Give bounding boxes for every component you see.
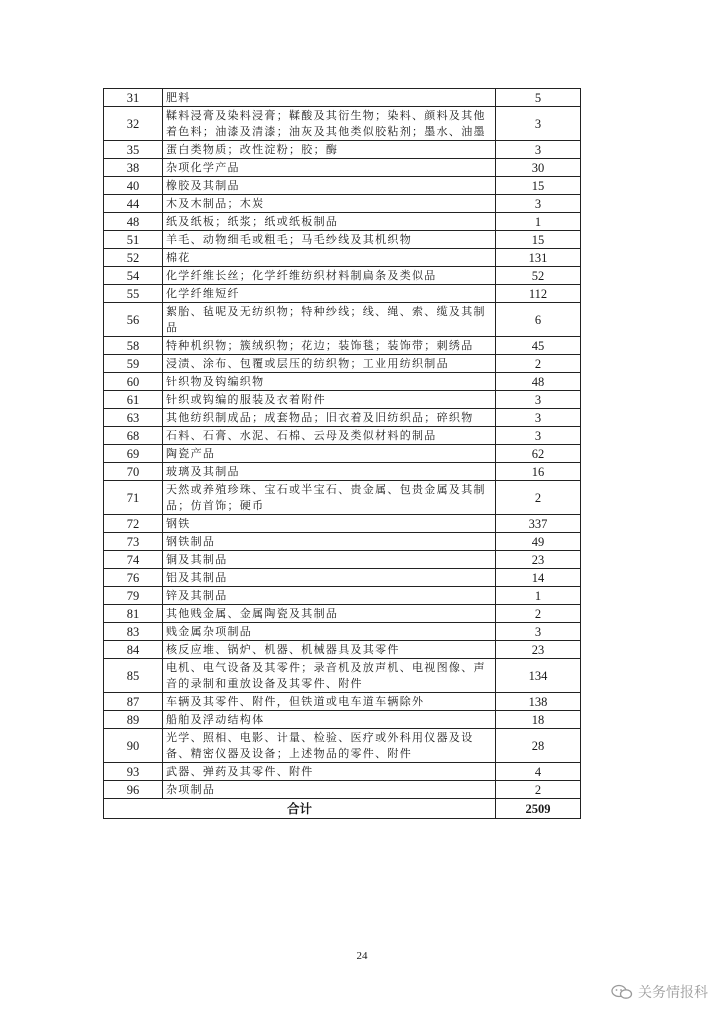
code-cell: 81 [104,605,163,623]
description-cell: 纸及纸板；纸浆；纸或纸板制品 [163,213,496,231]
table-row [104,515,581,533]
table-row [104,141,581,159]
table-row [104,569,581,587]
count-cell: 15 [496,177,581,195]
count-cell: 45 [496,337,581,355]
wechat-icon [611,984,633,1000]
count-cell: 2 [496,355,581,373]
code-cell: 63 [104,409,163,427]
count-cell: 6 [496,303,581,337]
page-number: 24 [356,950,368,962]
description-cell: 羊毛、动物细毛或粗毛；马毛纱线及其机织物 [163,231,496,249]
code-cell: 38 [104,159,163,177]
table-row [104,551,581,569]
code-cell: 58 [104,337,163,355]
code-cell: 56 [104,303,163,337]
table-row [104,427,581,445]
code-cell: 54 [104,267,163,285]
table-row [104,605,581,623]
count-cell: 28 [496,729,581,763]
code-cell: 40 [104,177,163,195]
count-cell: 138 [496,693,581,711]
count-cell: 1 [496,587,581,605]
count-cell: 3 [496,427,581,445]
description-cell: 杂项制品 [163,781,496,799]
code-cell: 51 [104,231,163,249]
code-cell: 35 [104,141,163,159]
description-cell: 化学纤维短纤 [163,285,496,303]
code-cell: 83 [104,623,163,641]
description-cell: 陶瓷产品 [163,445,496,463]
code-cell: 60 [104,373,163,391]
table-row [104,373,581,391]
count-cell: 112 [496,285,581,303]
count-cell: 131 [496,249,581,267]
code-cell: 48 [104,213,163,231]
count-cell: 62 [496,445,581,463]
table-row [104,231,581,249]
description-cell: 浸渍、涂布、包覆或层压的纺织物；工业用纺织制品 [163,355,496,373]
code-cell: 79 [104,587,163,605]
count-cell: 2 [496,481,581,515]
count-cell: 2 [496,781,581,799]
table-row [104,781,581,799]
table-row [104,711,581,729]
count-cell: 23 [496,551,581,569]
count-cell: 3 [496,623,581,641]
description-cell: 电机、电气设备及其零件；录音机及放声机、电视图像、声音的录制和重放设备及其零件、附件 [163,659,496,693]
table-row [104,285,581,303]
table-row [104,641,581,659]
description-cell: 铜及其制品 [163,551,496,569]
tariff-chapter-table [103,88,581,819]
table-row [104,463,581,481]
code-cell: 76 [104,569,163,587]
total-value: 2509 [496,799,581,819]
table-row [104,763,581,781]
table-row [104,107,581,141]
code-cell: 31 [104,89,163,107]
table-row [104,659,581,693]
description-cell: 化学纤维长丝；化学纤维纺织材料制扁条及类似品 [163,267,496,285]
code-cell: 52 [104,249,163,267]
count-cell: 49 [496,533,581,551]
count-cell: 3 [496,409,581,427]
description-cell: 特种机织物；簇绒织物；花边；装饰毯；装饰带；刺绣品 [163,337,496,355]
description-cell: 棉花 [163,249,496,267]
description-cell: 其他纺织制成品；成套物品；旧衣着及旧纺织品；碎织物 [163,409,496,427]
code-cell: 84 [104,641,163,659]
count-cell: 2 [496,605,581,623]
count-cell: 134 [496,659,581,693]
table-row [104,623,581,641]
code-cell: 71 [104,481,163,515]
code-cell: 59 [104,355,163,373]
description-cell: 钢铁制品 [163,533,496,551]
count-cell: 1 [496,213,581,231]
description-cell: 车辆及其零件、附件，但铁道或电车道车辆除外 [163,693,496,711]
table-body [104,89,581,819]
table-row [104,267,581,285]
code-cell: 90 [104,729,163,763]
count-cell: 48 [496,373,581,391]
code-cell: 93 [104,763,163,781]
description-cell: 天然或养殖珍珠、宝石或半宝石、贵金属、包贵金属及其制品；仿首饰；硬币 [163,481,496,515]
count-cell: 15 [496,231,581,249]
total-label: 合计 [104,799,496,819]
count-cell: 3 [496,391,581,409]
description-cell: 絮胎、毡呢及无纺织物；特种纱线；线、绳、索、缆及其制品 [163,303,496,337]
description-cell: 核反应堆、锅炉、机器、机械器具及其零件 [163,641,496,659]
table-row [104,445,581,463]
description-cell: 针织或钩编的服装及衣着附件 [163,391,496,409]
table-row [104,481,581,515]
table-row [104,177,581,195]
watermark [611,982,708,1002]
table-row [104,693,581,711]
description-cell: 船舶及浮动结构体 [163,711,496,729]
description-cell: 橡胶及其制品 [163,177,496,195]
description-cell: 铝及其制品 [163,569,496,587]
description-cell: 鞣料浸膏及染料浸膏；鞣酸及其衍生物；染料、颜料及其他着色料；油漆及清漆；油灰及其他类似胶粘剂；墨水、油墨 [163,107,496,141]
count-cell: 3 [496,195,581,213]
description-cell: 石料、石膏、水泥、石棉、云母及类似材料的制品 [163,427,496,445]
count-cell: 4 [496,763,581,781]
count-cell: 3 [496,107,581,141]
count-cell: 3 [496,141,581,159]
description-cell: 贱金属杂项制品 [163,623,496,641]
description-cell: 武器、弹药及其零件、附件 [163,763,496,781]
table-row [104,213,581,231]
table-row [104,533,581,551]
count-cell: 18 [496,711,581,729]
table-row [104,337,581,355]
code-cell: 69 [104,445,163,463]
code-cell: 74 [104,551,163,569]
description-cell: 针织物及钩编织物 [163,373,496,391]
count-cell: 30 [496,159,581,177]
description-cell: 杂项化学产品 [163,159,496,177]
code-cell: 55 [104,285,163,303]
description-cell: 肥料 [163,89,496,107]
count-cell: 14 [496,569,581,587]
table-row [104,391,581,409]
code-cell: 70 [104,463,163,481]
description-cell: 蛋白类物质；改性淀粉；胶；酶 [163,141,496,159]
table-row [104,303,581,337]
count-cell: 5 [496,89,581,107]
table-row [104,195,581,213]
description-cell: 木及木制品；木炭 [163,195,496,213]
count-cell: 23 [496,641,581,659]
description-cell: 钢铁 [163,515,496,533]
code-cell: 68 [104,427,163,445]
table-row [104,729,581,763]
description-cell: 玻璃及其制品 [163,463,496,481]
code-cell: 96 [104,781,163,799]
code-cell: 89 [104,711,163,729]
watermark-text: 关务情报科 [638,985,708,1001]
table-row [104,587,581,605]
table-row [104,159,581,177]
table-row [104,249,581,267]
table-row [104,355,581,373]
table-row [104,89,581,107]
code-cell: 73 [104,533,163,551]
code-cell: 61 [104,391,163,409]
count-cell: 16 [496,463,581,481]
description-cell: 光学、照相、电影、计量、检验、医疗或外科用仪器及设备、精密仪器及设备；上述物品的零件、附件 [163,729,496,763]
code-cell: 87 [104,693,163,711]
code-cell: 72 [104,515,163,533]
description-cell: 其他贱金属、金属陶瓷及其制品 [163,605,496,623]
count-cell: 52 [496,267,581,285]
description-cell: 锌及其制品 [163,587,496,605]
code-cell: 32 [104,107,163,141]
code-cell: 44 [104,195,163,213]
table-row [104,409,581,427]
code-cell: 85 [104,659,163,693]
count-cell: 337 [496,515,581,533]
total-row [104,799,581,819]
